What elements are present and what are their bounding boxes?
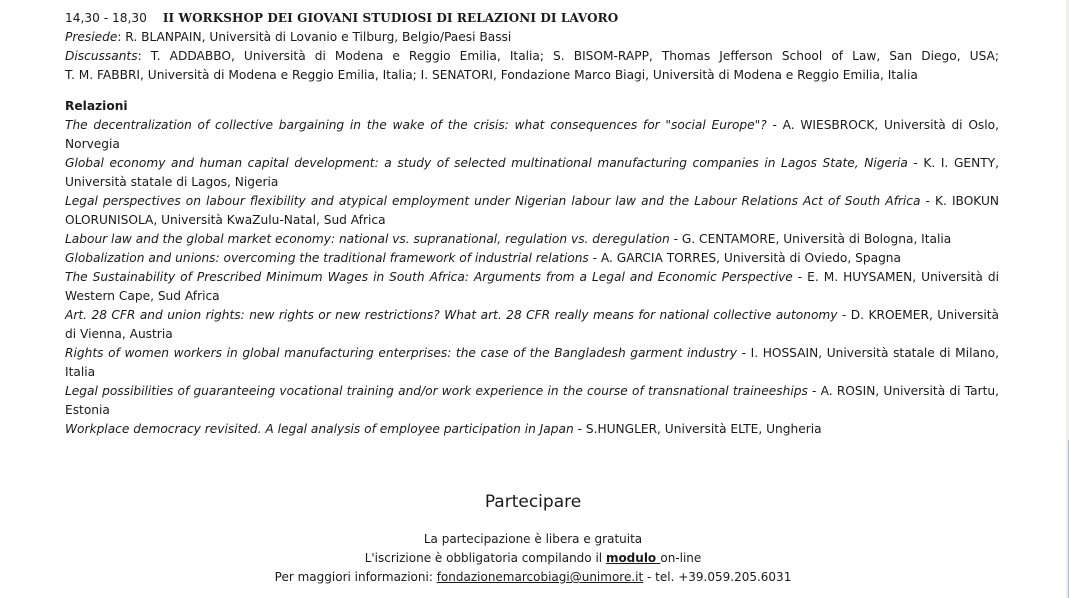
contact-line bbox=[0, 568, 1066, 587]
session-time: 14,30 - 18,30 bbox=[65, 11, 147, 25]
relazioni-heading: Relazioni bbox=[65, 99, 128, 113]
relazione-title: Globalization and unions: overcoming the traditional framework of industrial relations bbox=[65, 251, 589, 265]
relazione-title: Workplace democracy revisited. A legal analysis of employee participation in Japan bbox=[65, 422, 574, 436]
relazione-title: Global economy and human capital development: a study of selected multinational manufacturing companies in Lagos State, Nigeria bbox=[65, 156, 908, 170]
relazione-item bbox=[65, 268, 999, 306]
contact-email-link[interactable]: fondazionemarcobiagi@unimore.it bbox=[436, 570, 644, 584]
workshop-title: II WORKSHOP DEI GIOVANI STUDIOSI DI RELAZIONI DI LAVORO bbox=[162, 11, 619, 25]
contact-prefix: Per maggiori informazioni: bbox=[274, 570, 437, 584]
relazione-title: Legal possibilities of guaranteeing vocational training and/or work experience in the course of transnational traineeships bbox=[65, 384, 808, 398]
relazione-author: - S.HUNGLER, Università ELTE, Ungheria bbox=[573, 422, 822, 436]
relazione-author: - A. WIESBROCK, Università di Oslo, Norvegia bbox=[65, 118, 999, 151]
relazione-author: - I. HOSSAIN, Università statale di Milano, Italia bbox=[65, 346, 999, 379]
discussants-line bbox=[65, 47, 999, 66]
relazione-item bbox=[65, 344, 999, 382]
spacer bbox=[65, 85, 999, 97]
discussants-text-1: : T. ADDABBO, Università di Modena e Reggio Emilia, Italia; S. BISOM-RAPP, Thomas Jefferson School of Law, San Diego, USA; bbox=[137, 49, 999, 63]
relazione-title: Labour law and the global market economy: national vs. supranational, regulation vs. deregulation bbox=[65, 232, 670, 246]
relazione-author: - K. IBOKUN OLORUNISOLA, Università KwaZulu-Natal, Sud Africa bbox=[65, 194, 999, 227]
relazione-title: Rights of women workers in global manufacturing enterprises: the case of the Bangladesh garment industry bbox=[65, 346, 737, 360]
relazione-author: - K. I. GENTY, Università statale di Lagos, Nigeria bbox=[65, 156, 999, 189]
relazione-author: - A. GARCIA TORRES, Università di Oviedo, Spagna bbox=[588, 251, 902, 265]
relazione-item bbox=[65, 382, 999, 420]
relazione-item bbox=[65, 249, 999, 268]
relazione-title: Legal perspectives on labour flexibility and atypical employment under Nigerian labour law and the Labour Relations Act of South Africa bbox=[65, 194, 921, 208]
relazione-author: - A. ROSIN, Università di Tartu, Estonia bbox=[65, 384, 999, 417]
relazione-item bbox=[65, 230, 999, 249]
discussants-label: Discussants bbox=[65, 49, 138, 63]
relazione-item bbox=[65, 116, 999, 154]
partecipare-heading: Partecipare bbox=[484, 492, 582, 512]
relazione-title: Art. 28 CFR and union rights: new rights or new restrictions? What art. 28 CFR really means for national collective autonomy bbox=[65, 308, 838, 322]
relazione-item bbox=[65, 420, 999, 439]
relazione-author: - G. CENTAMORE, Università di Bologna, Italia bbox=[669, 232, 952, 246]
relazioni-list bbox=[65, 116, 999, 439]
program-content bbox=[65, 9, 999, 439]
relazione-title: The decentralization of collective bargaining in the wake of the crisis: what consequences for "social Europe"? bbox=[65, 118, 767, 132]
participation-free-text: La partecipazione è libera e gratuita bbox=[423, 532, 643, 546]
discussants-line-2 bbox=[65, 66, 999, 85]
workshop-header bbox=[65, 9, 999, 28]
relazione-item bbox=[65, 306, 999, 344]
relazione-item bbox=[65, 154, 999, 192]
relazione-title: The Sustainability of Prescribed Minimum Wages in South Africa: Arguments from a Legal and Economic Perspective bbox=[65, 270, 793, 284]
relazione-author: - E. M. HUYSAMEN, Università di Western Cape, Sud Africa bbox=[65, 270, 1000, 303]
registration-prefix: L'iscrizione è obbligatoria compilando il bbox=[364, 551, 606, 565]
registration-line bbox=[0, 549, 1066, 568]
relazione-item bbox=[65, 192, 999, 230]
discussants-text-2: T. M. FABBRI, Università di Modena e Reggio Emilia, Italia; I. SENATORI, Fondazione Marco Biagi, Università di Modena e Reggio Emilia, Italia bbox=[65, 68, 918, 82]
relazione-author: - D. KROEMER, Università di Vienna, Austria bbox=[65, 308, 999, 341]
chair-text: : R. BLANPAIN, Università di Lovanio e Tilburg, Belgio/Paesi Bassi bbox=[117, 30, 512, 44]
registration-suffix: on-line bbox=[660, 551, 702, 565]
registration-form-link[interactable]: modulo bbox=[605, 551, 661, 565]
chair-line bbox=[65, 28, 999, 47]
participation-info bbox=[0, 530, 1066, 587]
contact-phone: - tel. +39.059.205.6031 bbox=[643, 570, 792, 584]
chair-label: Presiede bbox=[65, 30, 118, 44]
